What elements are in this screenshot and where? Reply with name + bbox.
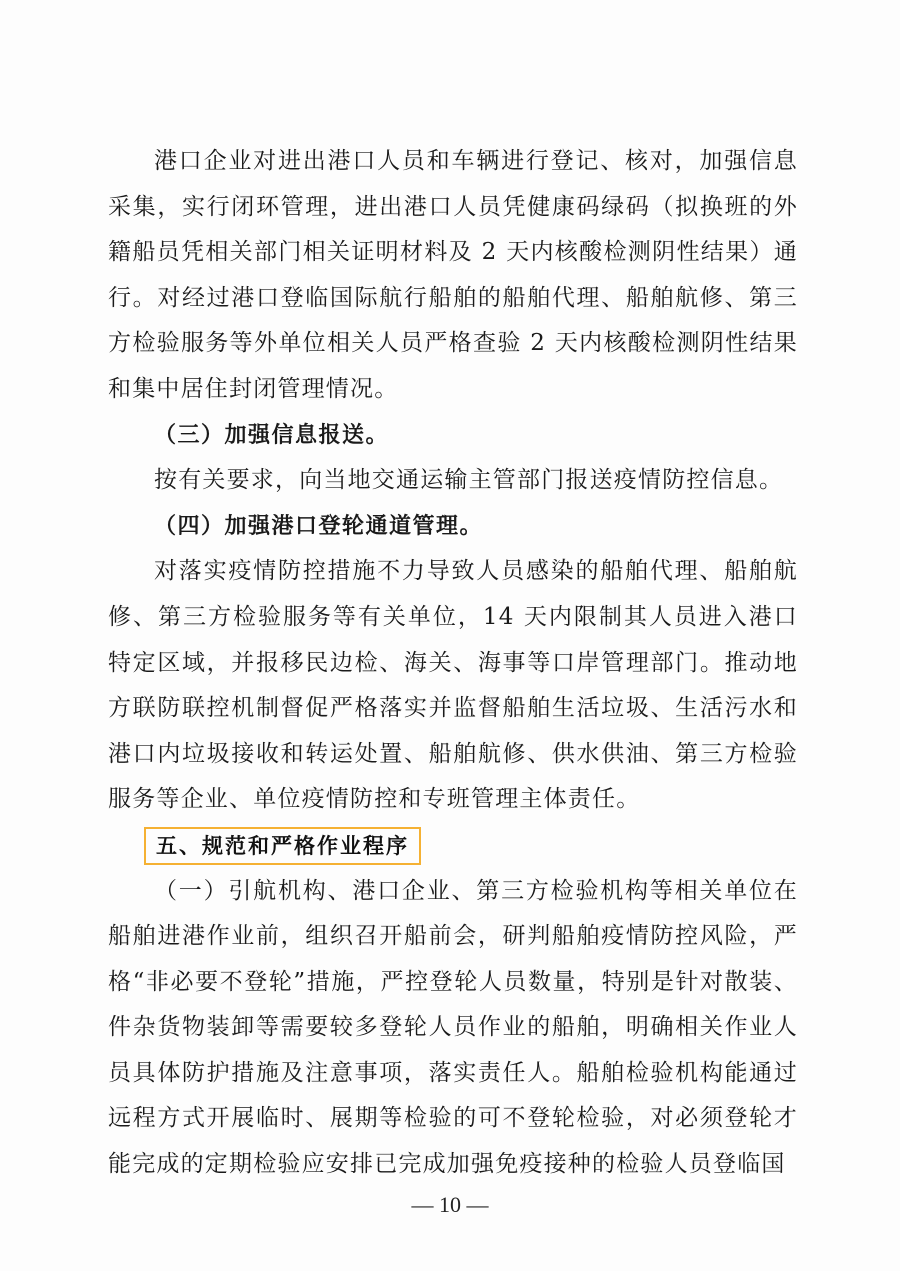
paragraph-operation-procedure: （一）引航机构、港口企业、第三方检验机构等相关单位在船舶进港作业前，组织召开船前会，研判船舶疫情防控风险，严格“非必要不登轮”措施，严控登轮人员数量，特别是针对散装、件杂货物装卸等需要较多登轮人员作业的船舶，明确相关作业人员具体防护措施及注意事项，落实责任人。船舶检验机构能通过远程方式开展临时、展期等检验的可不登轮检验，对必须登轮才能完成的定期检验应安排已完成加强免疫接种的检验人员登临国 bbox=[108, 877, 798, 1178]
heading-information-reporting: （三）加强信息报送。 bbox=[154, 422, 390, 448]
paragraph-report-info: 按有关要求，向当地交通运输主管部门报送疫情防控信息。 bbox=[154, 467, 784, 494]
section-heading-highlighted: 五、规范和严格作业程序 bbox=[144, 827, 421, 865]
section-heading-row bbox=[108, 823, 798, 869]
heading-boarding-channel: （四）加强港口登轮通道管理。 bbox=[154, 513, 484, 539]
document-body bbox=[108, 139, 798, 1188]
paragraph-port-registration: 港口企业对进出港口人员和车辆进行登记、核对，加强信息采集，实行闭环管理，进出港口人员凭健康码绿码（拟换班的外籍船员凭相关部门相关证明材料及 2 天内核酸检测阴性结果）通行。对经过港口登临国际航行船舶的船舶代理、船舶航修、第三方检验服务等外单位相关人员严格查验 2 天内核酸检测阴性结果和集中居住封闭管理情况。 bbox=[108, 148, 798, 402]
paragraph-boarding-management: 对落实疫情防控措施不力导致人员感染的船舶代理、船舶航修、第三方检验服务等有关单位，14 天内限制其人员进入港口特定区域，并报移民边检、海关、海事等口岸管理部门。推动地方联防联控机制督促严格落实并监督船舶生活垃圾、生活污水和港口内垃圾接收和转运处置、船舶航修、供水供油、第三方检验服务等企业、单位疫情防控和专班管理主体责任。 bbox=[108, 558, 798, 813]
page-number: — 10 — bbox=[411, 1192, 489, 1217]
